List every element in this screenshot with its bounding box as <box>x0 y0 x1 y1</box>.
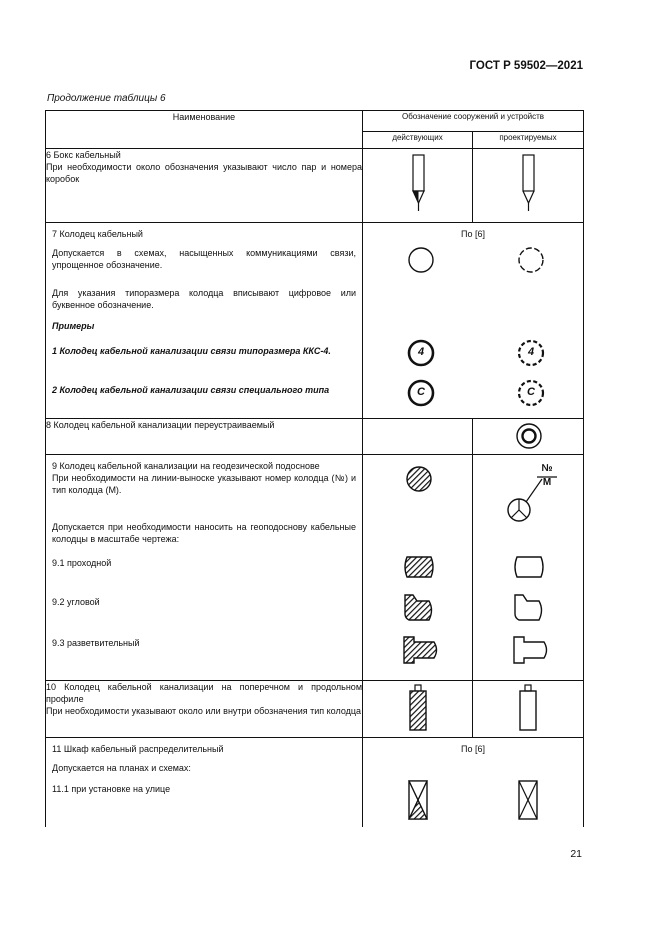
row10-note: При необходимости указывают около или внутри обозначения тип колодца <box>46 706 362 716</box>
header-name: Наименование <box>46 111 363 149</box>
pass-through-designed-symbol <box>511 555 547 579</box>
row11-street: 11.1 при установке на улице <box>52 784 171 794</box>
row7-examples-label: Примеры <box>52 321 95 331</box>
header-designed: проектируемых <box>473 131 584 148</box>
header-group: Обозначение сооружений и устройств <box>363 111 584 132</box>
corner-existing-symbol <box>401 593 437 623</box>
manhole-rebuilt-designed-symbol <box>515 422 543 450</box>
branching-designed-symbol <box>511 633 555 665</box>
row8-title: 8 Колодец кабельной канализации переустраиваемый <box>46 420 275 430</box>
manhole-special-designed-symbol <box>517 379 545 407</box>
table-caption: Продолжение таблицы 6 <box>47 93 166 104</box>
cable-box-existing-symbol <box>411 154 427 212</box>
manhole-kks4-existing-mark: 4 <box>417 346 425 358</box>
row-9 <box>46 455 584 681</box>
pass-through-existing-symbol <box>401 555 437 579</box>
row7-note2: Для указания типоразмера колодца вписывают цифровое или буквенное обозначение. <box>52 288 356 310</box>
row9-title: 9 Колодец кабельной канализации на геодезической подоснове <box>52 461 320 471</box>
row9-branching: 9.3 разветвительный <box>52 638 140 648</box>
geodetic-manhole-existing-symbol <box>405 465 433 493</box>
row7-title: 7 Колодец кабельный <box>52 229 143 239</box>
row6-note: При необходимости около обозначения указывают число пар и номера коробок <box>46 162 362 184</box>
row-10 <box>46 681 584 738</box>
street-cabinet-designed-symbol <box>517 780 539 820</box>
row11-title: 11 Шкаф кабельный распределительный <box>52 744 224 754</box>
row9-corner: 9.2 угловой <box>52 597 100 607</box>
row-11 <box>46 738 584 827</box>
row-8 <box>46 419 584 455</box>
geodetic-manhole-designed-symbol <box>507 465 559 525</box>
manhole-special-existing-symbol <box>407 379 435 407</box>
manhole-kks4-existing-symbol <box>407 339 435 367</box>
row9-note2: Допускается при необходимости наносить на геоподоснову кабельные колодцы в масштабе чертежа: <box>52 522 356 544</box>
profile-manhole-existing-symbol <box>408 684 430 732</box>
street-cabinet-existing-symbol <box>407 780 429 820</box>
row11-reference: По [6] <box>461 744 485 754</box>
row7-example2: 2 Колодец кабельной канализации связи специального типа <box>52 385 330 395</box>
branching-existing-symbol <box>401 633 445 665</box>
manhole-special-designed-mark: С <box>527 386 535 398</box>
symbols-table <box>45 110 584 827</box>
row7-reference: По [6] <box>461 229 485 239</box>
row6-title: 6 Бокс кабельный <box>46 150 121 160</box>
row11-note: Допускается на планах и схемах: <box>52 763 191 773</box>
leader-label-number: № <box>541 463 553 474</box>
manhole-kks4-designed-mark: 4 <box>527 346 535 358</box>
row-6 <box>46 149 584 223</box>
manhole-kks4-designed-symbol <box>517 339 545 367</box>
row9-pass-through: 9.1 проходной <box>52 558 112 568</box>
corner-designed-symbol <box>511 593 547 623</box>
row7-example1: 1 Колодец кабельной канализации связи типоразмера ККС-4. <box>52 346 331 356</box>
manhole-special-existing-mark: С <box>417 386 425 398</box>
page-number: 21 <box>570 848 582 860</box>
leader-label-type: М <box>542 477 552 488</box>
row-7 <box>46 223 584 419</box>
standard-number: ГОСТ Р 59502—2021 <box>469 60 583 72</box>
manhole-simple-designed-symbol <box>517 246 545 274</box>
row9-note: При необходимости на линии-выноске указывают номер колодца (№) и тип колодца (М). <box>52 473 356 495</box>
row10-title: 10 Колодец кабельной канализации на поперечном и продольном профиле <box>46 682 362 704</box>
row7-note1: Допускается в схемах, насыщенных коммуникациями связи, упрощенное обозначение. <box>52 248 356 270</box>
profile-manhole-designed-symbol <box>518 684 540 732</box>
header-existing: действующих <box>363 131 473 148</box>
cable-box-designed-symbol <box>521 154 537 212</box>
manhole-simple-existing-symbol <box>407 246 435 274</box>
